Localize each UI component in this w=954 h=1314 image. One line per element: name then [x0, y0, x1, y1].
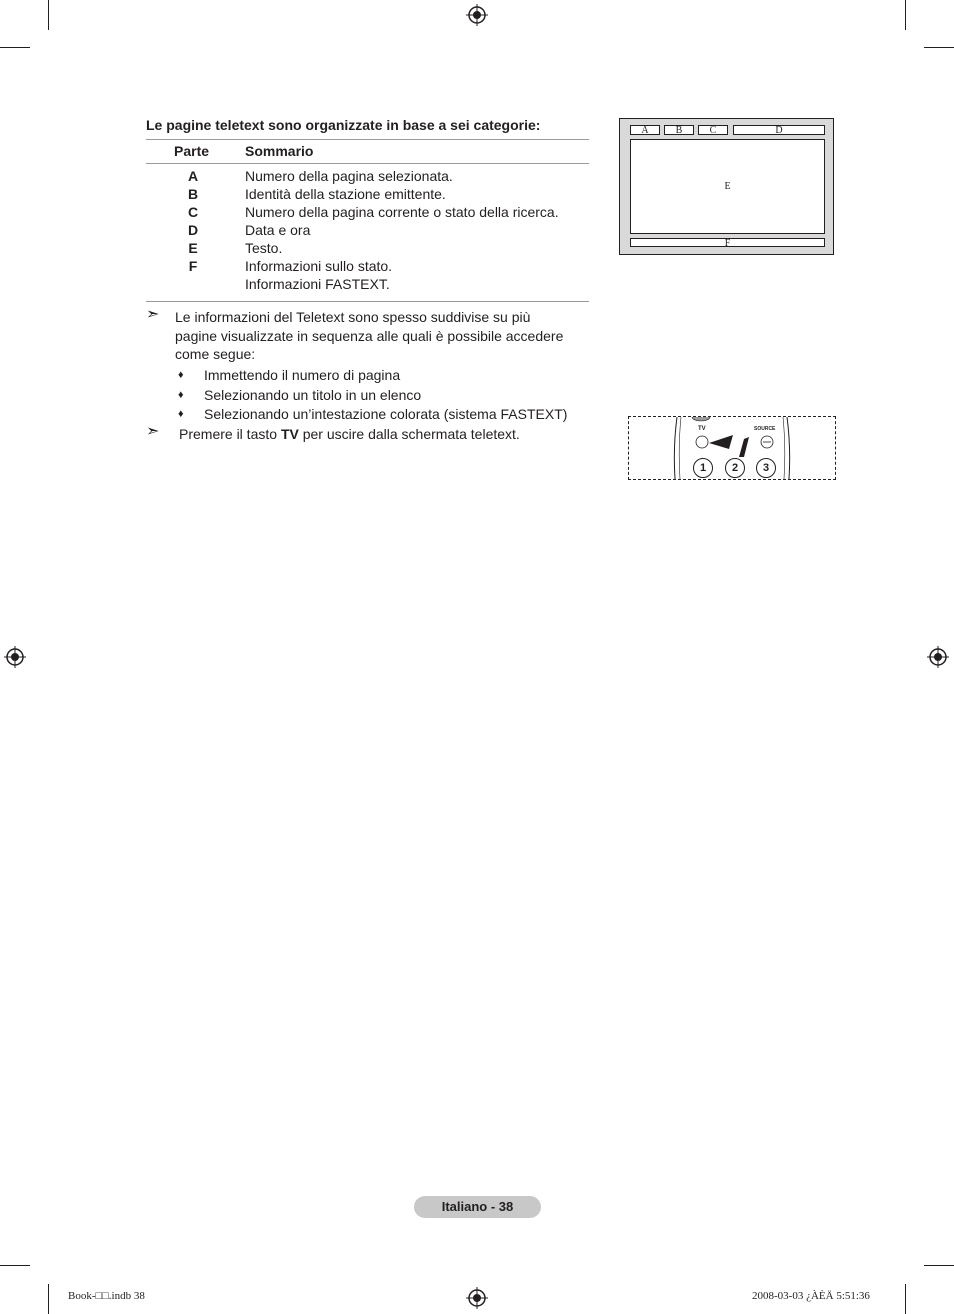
table-cell-part: E	[188, 240, 198, 256]
bullet-diamond-icon: ♦	[178, 408, 184, 420]
bullet-diamond-icon: ♦	[178, 389, 184, 401]
note-text-exit	[179, 425, 520, 444]
table-cell-part: A	[187, 168, 199, 184]
table-cell-summary: Informazioni FASTEXT.	[245, 276, 390, 292]
crop-mark	[0, 47, 30, 48]
table-cell-summary: Numero della pagina corrente o stato della ricerca.	[245, 204, 559, 220]
crop-mark	[924, 1265, 954, 1266]
diagram-label-a: A	[630, 125, 660, 135]
table-bottom-rule	[146, 301, 589, 302]
diagram-label-c: C	[698, 125, 728, 135]
registration-mark-icon	[4, 646, 26, 668]
page-number-badge: Italiano - 38	[414, 1196, 541, 1218]
note-arrow-icon: ➣	[146, 423, 160, 440]
remote-illustration	[628, 416, 836, 480]
registration-mark-icon	[466, 4, 488, 26]
note-arrow-icon: ➣	[146, 306, 160, 323]
remote-button-3: 3	[756, 458, 776, 478]
crop-mark	[0, 1265, 30, 1266]
note-text-line: pagine visualizzate in sequenza alle quali è possibile accedere	[175, 328, 564, 344]
note-text-line: Le informazioni del Teletext sono spesso suddivise su più	[175, 309, 531, 325]
column-header-part: Parte	[174, 143, 210, 159]
table-cell-summary: Numero della pagina selezionata.	[245, 168, 453, 184]
bullet-text: Selezionando un’intestazione colorata (sistema FASTEXT)	[204, 406, 568, 422]
note-suffix: per uscire dalla schermata teletext.	[298, 426, 520, 442]
table-cell-summary: Testo.	[245, 240, 283, 256]
registration-mark-icon	[927, 646, 949, 668]
tv-key-label: TV	[280, 426, 299, 442]
note-text-line: come segue:	[175, 346, 256, 362]
table-cell-summary: Informazioni sullo stato.	[245, 258, 393, 274]
diagram-label-d: D	[733, 125, 825, 135]
registration-mark-icon	[466, 1287, 488, 1309]
bullet-text: Selezionando un titolo in un elenco	[204, 387, 422, 403]
table-cell-summary: Identità della stazione emittente.	[245, 186, 446, 202]
diagram-label-e	[630, 139, 825, 234]
crop-mark	[924, 47, 954, 48]
diagram-label-b: B	[664, 125, 694, 135]
section-heading: Le pagine teletext sono organizzate in base a sei categorie:	[146, 117, 541, 133]
diagram-label-f: F	[630, 238, 825, 247]
table-top-rule	[146, 139, 589, 140]
remote-source-label: SOURCE	[754, 426, 776, 432]
crop-mark	[48, 0, 49, 30]
remote-button-1: 1	[693, 458, 713, 478]
bullet-text: Immettendo il numero di pagina	[204, 367, 401, 383]
teletext-diagram	[619, 118, 834, 255]
column-header-summary: Sommario	[245, 143, 314, 159]
table-cell-part: B	[187, 186, 199, 202]
slug-right: 2008-03-03 ¿ÀÈÄ 5:51:36	[752, 1290, 870, 1302]
note-prefix: Premere il tasto	[179, 426, 281, 442]
remote-tv-label: TV	[698, 426, 706, 432]
table-cell-part: D	[187, 222, 199, 238]
table-cell-part: C	[187, 204, 199, 220]
slug-left: Book-□□.indb 38	[68, 1290, 145, 1302]
table-cell-part: F	[188, 258, 198, 274]
table-cell-summary: Data e ora	[245, 222, 311, 238]
crop-mark	[48, 1284, 49, 1314]
crop-mark	[905, 1284, 906, 1314]
bullet-diamond-icon: ♦	[178, 369, 184, 381]
diagram-label-e-text: E	[724, 181, 731, 192]
crop-mark	[905, 0, 906, 30]
remote-button-2: 2	[725, 458, 745, 478]
table-header-rule	[146, 163, 589, 164]
